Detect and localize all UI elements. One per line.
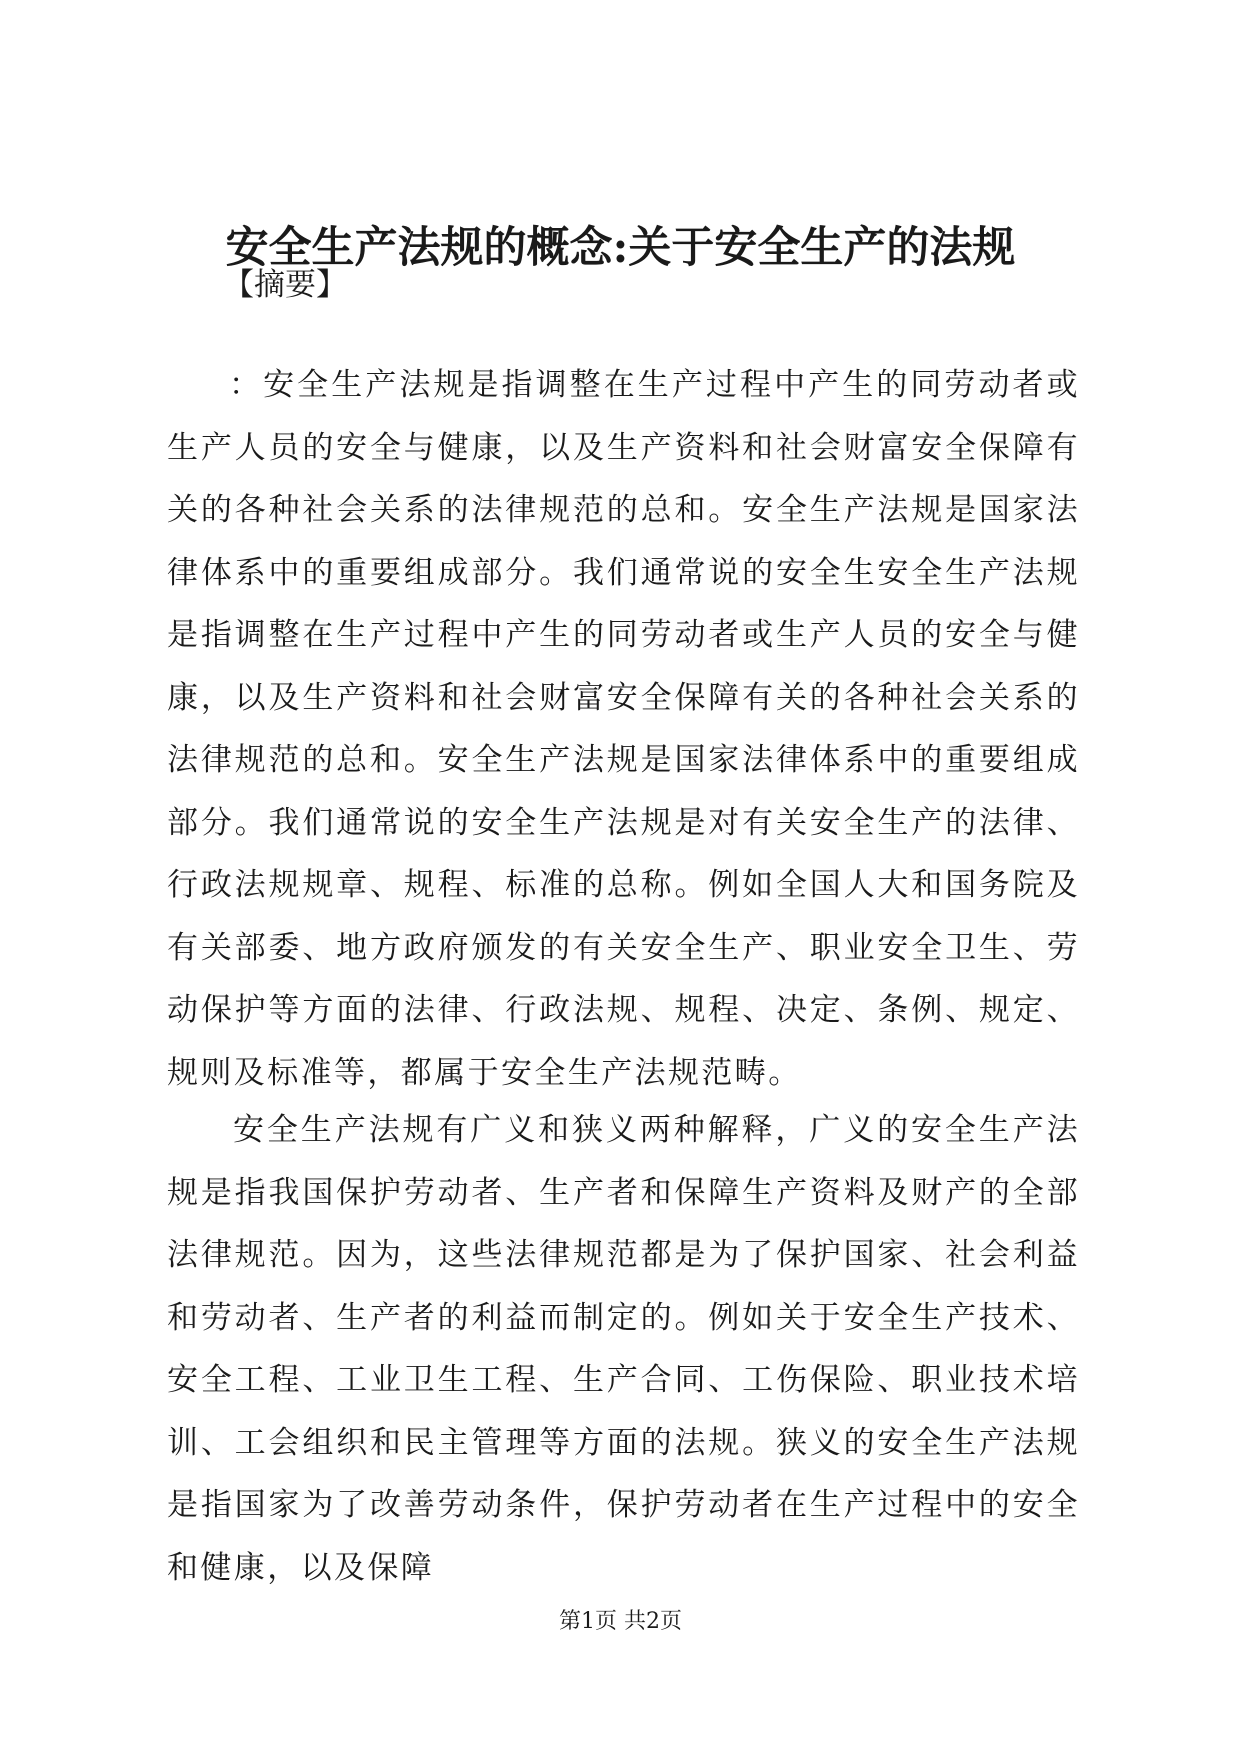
paragraph-2-text: 安全生产法规有广义和狭义两种解释，广义的安全生产法规是指我国保护劳动者、生产者和保障生产资料及财产的全部法律规范。因为，这些法律规范都是为了保护国家、社会利益和劳动者、生产者的利益而制定的。例如关于安全生产技术、安全工程、工业卫生工程、生产合同、工伤保险、职业技术培训、工会组织和民主管理等方面的法规。狭义的安全生产法规是指国家为了改善劳动条件，保护劳动者在生产过程中的安全和健康，以及保障 bbox=[167, 1112, 1080, 1586]
paragraph-2 bbox=[167, 1099, 1080, 1599]
paragraph-1-text: ：安全生产法规是指调整在生产过程中产生的同劳动者或生产人员的安全与健康，以及生产资料和社会财富安全保障有关的各种社会关系的法律规范的总和。安全生产法规是国家法律体系中的重要组成部分。我们通常说的安全生安全生产法规是指调整在生产过程中产生的同劳动者或生产人员的安全与健康，以及生产资料和社会财富安全保障有关的各种社会关系的法律规范的总和。安全生产法规是国家法律体系中的重要组成部分。我们通常说的安全生产法规是对有关安全生产的法律、行政法规规章、规程、标准的总称。例如全国人大和国务院及有关部委、地方政府颁发的有关安全生产、职业安全卫生、劳动保护等方面的法律、行政法规、规程、决定、条例、规定、规则及标准等，都属于安全生产法规范畴。 bbox=[167, 367, 1080, 1091]
page-footer: 第1页 共2页 bbox=[559, 1609, 682, 1634]
abstract-label: 【摘要】 bbox=[223, 267, 347, 303]
document-title: 安全生产法规的概念:关于安全生产的法规 bbox=[225, 223, 1016, 273]
paragraph-1 bbox=[167, 354, 1080, 1104]
